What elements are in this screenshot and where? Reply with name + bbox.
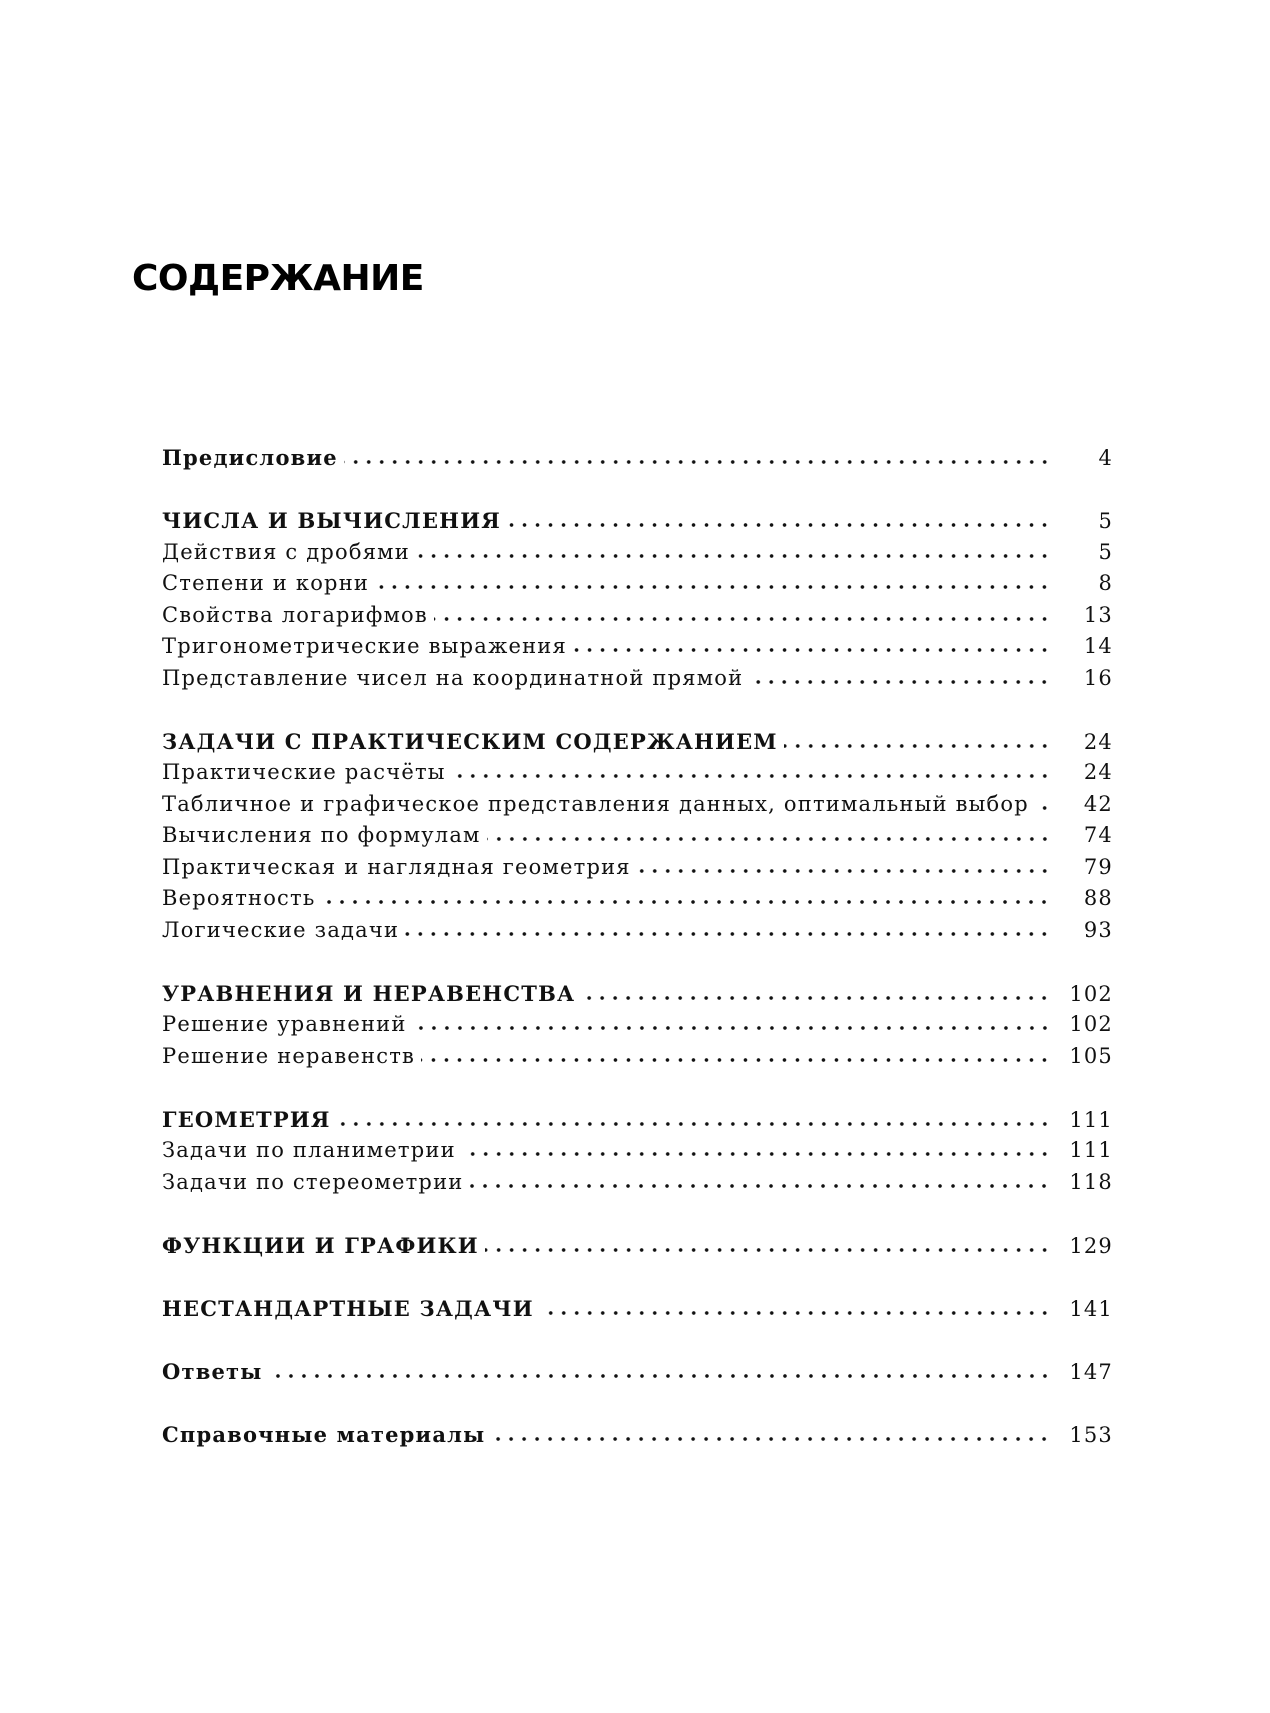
toc-entry-page: 14 — [1083, 634, 1113, 658]
toc-entry-title: Справочные материалы — [162, 1421, 486, 1447]
toc-entry-title: Табличное и графическое представления данных, оптимальный выбор — [162, 791, 1029, 816]
toc-entry[interactable] — [162, 1296, 1113, 1328]
toc-entry-title: Логические задачи — [162, 917, 400, 942]
dot-leader — [784, 743, 1051, 749]
dot-leader — [452, 773, 1051, 779]
toc-entry-page: 4 — [1098, 446, 1113, 470]
toc-entry-title: Тригонометрические выражения — [162, 634, 567, 658]
toc-entry-title: Решение неравенств — [162, 1043, 416, 1068]
toc-entry[interactable] — [162, 1012, 1113, 1044]
toc-entry[interactable] — [162, 540, 1113, 572]
toc-entry-title: Практическая и наглядная геометрия — [162, 854, 631, 879]
dot-leader — [413, 1025, 1051, 1031]
toc-entry-page: 24 — [1083, 760, 1113, 784]
toc-entry-page: 5 — [1098, 539, 1113, 564]
toc-entry-title: Степени и корни — [162, 571, 370, 595]
toc-entry-title: Вычисления по формулам — [162, 823, 481, 847]
dot-leader — [269, 1373, 1051, 1379]
toc-entry-page: 129 — [1069, 1233, 1113, 1258]
toc-entry-title: Задачи по планиметрии — [162, 1138, 456, 1162]
toc-entry[interactable] — [162, 855, 1113, 887]
toc-entry[interactable] — [162, 729, 1113, 761]
toc-entry-title: ФУНКЦИИ И ГРАФИКИ — [162, 1232, 479, 1258]
toc-entry-page: 13 — [1083, 602, 1113, 627]
toc-entry[interactable] — [162, 981, 1113, 1013]
toc-entry-page: 74 — [1083, 823, 1113, 847]
toc-entry-page: 5 — [1098, 509, 1113, 533]
toc-entry[interactable] — [162, 792, 1113, 824]
toc-entry-page: 16 — [1083, 665, 1113, 690]
dot-leader — [375, 584, 1051, 590]
dot-leader — [469, 1183, 1051, 1189]
dot-leader — [321, 899, 1051, 905]
toc-entry[interactable] — [162, 1107, 1113, 1139]
dot-leader — [1035, 805, 1051, 811]
toc-entry[interactable] — [162, 1044, 1113, 1076]
toc-entry[interactable] — [162, 571, 1113, 603]
toc-entry-page: 118 — [1069, 1169, 1113, 1194]
toc-entry-page: 105 — [1069, 1043, 1113, 1068]
toc-entry-page: 102 — [1069, 981, 1113, 1006]
toc-entry[interactable] — [162, 1138, 1113, 1170]
toc-entry[interactable] — [162, 508, 1113, 540]
toc-entry[interactable] — [162, 760, 1113, 792]
toc-entry-page: 102 — [1069, 1012, 1113, 1036]
toc-entry-title: Представление чисел на координатной прямой — [162, 665, 744, 690]
dot-leader — [337, 1121, 1051, 1127]
toc-entry[interactable] — [162, 634, 1113, 666]
toc-entry-title: ЗАДАЧИ С ПРАКТИЧЕСКИМ СОДЕРЖАНИЕМ — [162, 728, 778, 754]
toc-entry[interactable] — [162, 886, 1113, 918]
dot-leader — [540, 1310, 1051, 1316]
toc-entry-title: Вероятность — [162, 886, 316, 910]
toc-entry[interactable] — [162, 1422, 1113, 1454]
toc-entry-page: 24 — [1083, 729, 1113, 754]
table-of-contents — [162, 445, 1113, 1453]
toc-entry-title: Решение уравнений — [162, 1012, 407, 1036]
toc-entry[interactable] — [162, 445, 1113, 477]
toc-entry-title: Практические расчёты — [162, 760, 446, 784]
toc-entry-page: 141 — [1069, 1296, 1113, 1321]
toc-entry-page: 153 — [1069, 1422, 1113, 1447]
dot-leader — [749, 679, 1051, 685]
dot-leader — [487, 836, 1051, 842]
dot-leader — [405, 931, 1051, 937]
page-title: СОДЕРЖАНИЕ — [132, 258, 424, 299]
toc-entry-page: 79 — [1083, 854, 1113, 879]
toc-entry[interactable] — [162, 666, 1113, 698]
dot-leader — [581, 995, 1051, 1001]
dot-leader — [421, 1057, 1051, 1063]
toc-entry-page: 111 — [1069, 1107, 1113, 1132]
toc-entry-page: 111 — [1069, 1138, 1113, 1162]
dot-leader — [434, 616, 1051, 622]
toc-entry-title: Свойства логарифмов — [162, 602, 428, 627]
dot-leader — [507, 522, 1051, 528]
dot-leader — [344, 459, 1051, 465]
toc-entry-title: Ответы — [162, 1358, 263, 1384]
toc-entry-page: 147 — [1069, 1359, 1113, 1384]
toc-entry-page: 88 — [1083, 886, 1113, 910]
dot-leader — [462, 1151, 1051, 1157]
toc-entry[interactable] — [162, 1359, 1113, 1391]
toc-entry-title: ЧИСЛА И ВЫЧИСЛЕНИЯ — [162, 508, 501, 533]
toc-entry[interactable] — [162, 1170, 1113, 1202]
dot-leader — [573, 647, 1051, 653]
toc-entry-title: ГЕОМЕТРИЯ — [162, 1106, 331, 1132]
dot-leader — [416, 553, 1051, 559]
dot-leader — [491, 1436, 1051, 1442]
toc-entry[interactable] — [162, 823, 1113, 855]
toc-entry[interactable] — [162, 1233, 1113, 1265]
toc-entry-title: Задачи по стереометрии — [162, 1169, 464, 1194]
dot-leader — [637, 868, 1051, 874]
toc-entry-title: Действия с дробями — [162, 539, 410, 564]
toc-entry-page: 42 — [1083, 791, 1113, 816]
toc-entry-title: НЕСТАНДАРТНЫЕ ЗАДАЧИ — [162, 1295, 534, 1321]
toc-entry-title: УРАВНЕНИЯ И НЕРАВЕНСТВА — [162, 980, 576, 1006]
toc-entry-page: 8 — [1098, 571, 1113, 595]
toc-entry-page: 93 — [1083, 917, 1113, 942]
toc-entry-title: Предисловие — [162, 445, 338, 470]
toc-entry[interactable] — [162, 603, 1113, 635]
toc-entry[interactable] — [162, 918, 1113, 950]
dot-leader — [485, 1247, 1051, 1253]
